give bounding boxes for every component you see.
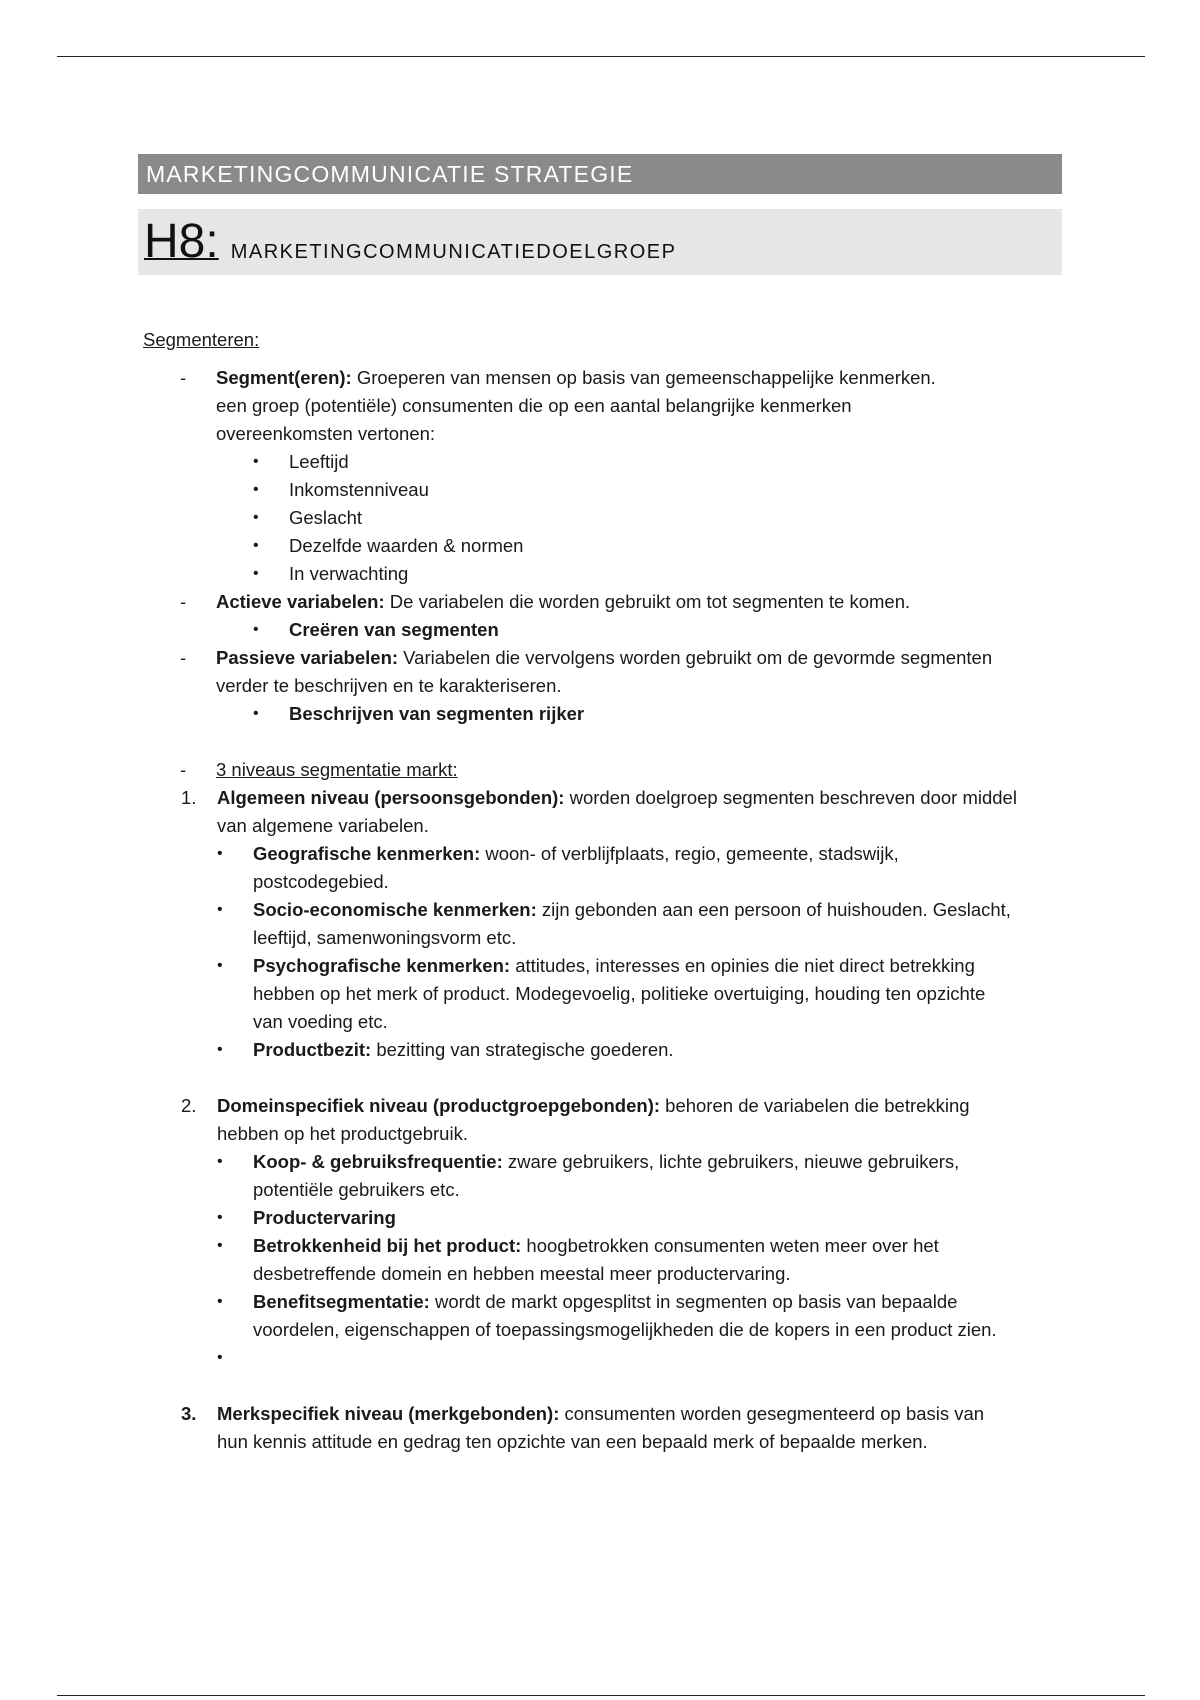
segment-line2: een groep (potentiële) consumenten die op een aantal belangrijke kenmerken overeenkomsten vertonen: <box>216 395 852 444</box>
list-item: • Geslacht <box>253 507 363 528</box>
chapter-title: MARKETINGCOMMUNICATIEDOELGROEP <box>230 241 677 263</box>
segment-term: Segment(eren): <box>216 367 352 388</box>
bottom-rule <box>57 1695 1145 1696</box>
niveaus-item <box>143 756 1063 1456</box>
passieve-item <box>143 644 1063 728</box>
list-item: • Betrokkenheid bij het product: hoogbetrokken consumenten weten meer over het desbetreffende domein en hebben meestal meer productervaring. <box>217 1235 939 1284</box>
actieve-text: De variabelen die worden gebruikt om tot segmenten te komen. <box>384 591 911 612</box>
segment-definition <box>216 364 1063 392</box>
list-item: • Productervaring <box>217 1207 396 1228</box>
top-rule <box>57 56 1145 57</box>
course-banner <box>138 154 1062 194</box>
dash-marker: - <box>180 367 187 388</box>
list-item: • Dezelfde waarden & normen <box>253 535 524 556</box>
document-body <box>143 326 1063 1456</box>
segment-item <box>143 364 1063 588</box>
actieve-item <box>143 588 1063 644</box>
list-item: • Inkomstenniveau <box>253 479 429 500</box>
dash-marker: - <box>180 647 187 668</box>
level-1: 1. Algemeen niveau (persoonsgebonden): worden doelgroep segmenten beschreven door middel van algemene variabelen. • Geografische kenmerken: woon- of verblijfplaats, regio, gemeente, stadswijk, postcodegebied. • Socio-economische kenmerken: zijn gebonden aan een persoon of huishouden. Geslacht, leeftijd, samenwoningsvorm etc. • Psychografische kenmerken: attitudes, interesses en opinies die niet direct betrekking hebben op het merk of product. Modegevoelig, politieke overtuiging, houding ten opzichte van voeding etc. • Productbezit: bezitting van strategische goederen. <box>181 784 1017 1064</box>
section-heading: Segmenteren: <box>143 329 260 350</box>
list-item: • Benefitsegmentatie: wordt de markt opgesplitst in segmenten op basis van bepaalde voordelen, eigenschappen of toepassingsmogelijkheden die de kopers in een product zien. <box>217 1291 997 1340</box>
level-3: 3. Merkspecifiek niveau (merkgebonden): consumenten worden gesegmenteerd op basis van hun kennis attitude en gedrag ten opzichte van een bepaald merk of bepaalde merken. <box>181 1403 985 1452</box>
banner-text: MARKETINGCOMMUNICATIE STRATEGIE <box>146 161 634 187</box>
niveaus-heading: 3 niveaus segmentatie markt: <box>216 759 458 780</box>
chapter-code: H8: <box>144 215 219 268</box>
list-item: • Creëren van segmenten <box>253 619 499 640</box>
segment-line1: Groeperen van mensen op basis van gemeenschappelijke kenmerken. <box>351 367 936 388</box>
list-item: • Koop- & gebruiksfrequentie: zware gebruikers, lichte gebruikers, nieuwe gebruikers, potentiële gebruikers etc. <box>217 1151 960 1200</box>
list-item: • Geografische kenmerken: woon- of verblijfplaats, regio, gemeente, stadswijk, postcodegebied. <box>217 843 899 892</box>
dash-marker: - <box>180 759 187 780</box>
level-2: 2. Domeinspecifiek niveau (productgroepgebonden): behoren de variabelen die betrekking hebben op het productgebruik. • Koop- & gebruiksfrequentie: zware gebruikers, lichte gebruikers, nieuwe gebruikers, potentiële gebruikers etc. • Productervaring • Betrokkenheid bij het product: hoogbetrokken consumenten weten meer over het desbetreffende domein en hebben meestal meer productervaring. • Benefitsegmentatie: wordt de markt opgesplitst in segmenten op basis van bepaalde voordelen, eigenschappen of toepassingsmogelijkheden die de kopers in een product zien. • <box>181 1092 1017 1372</box>
dash-marker: - <box>180 591 187 612</box>
list-item: • In verwachting <box>253 563 409 584</box>
list-item: • Beschrijven van segmenten rijker <box>253 703 585 724</box>
list-item: • Psychografische kenmerken: attitudes, interesses en opinies die niet direct betrekking hebben op het merk of product. Modegevoelig, politieke overtuiging, houding ten opzichte van voeding etc. <box>217 955 986 1032</box>
list-item: • <box>217 1349 223 1366</box>
list-item: • Productbezit: bezitting van strategische goederen. <box>217 1039 674 1060</box>
segment-list <box>216 448 1063 588</box>
list-item: • Socio-economische kenmerken: zijn gebonden aan een persoon of huishouden. Geslacht, leeftijd, samenwoningsvorm etc. <box>217 899 1011 948</box>
chapter-header <box>138 209 1062 275</box>
passieve-term: Passieve variabelen: <box>216 647 399 668</box>
passieve-text: Variabelen die vervolgens worden gebruikt om de gevormde segmenten verder te beschrijven en te karakteriseren. <box>216 647 993 696</box>
list-item: • Leeftijd <box>253 451 349 472</box>
actieve-term: Actieve variabelen: <box>216 591 385 612</box>
